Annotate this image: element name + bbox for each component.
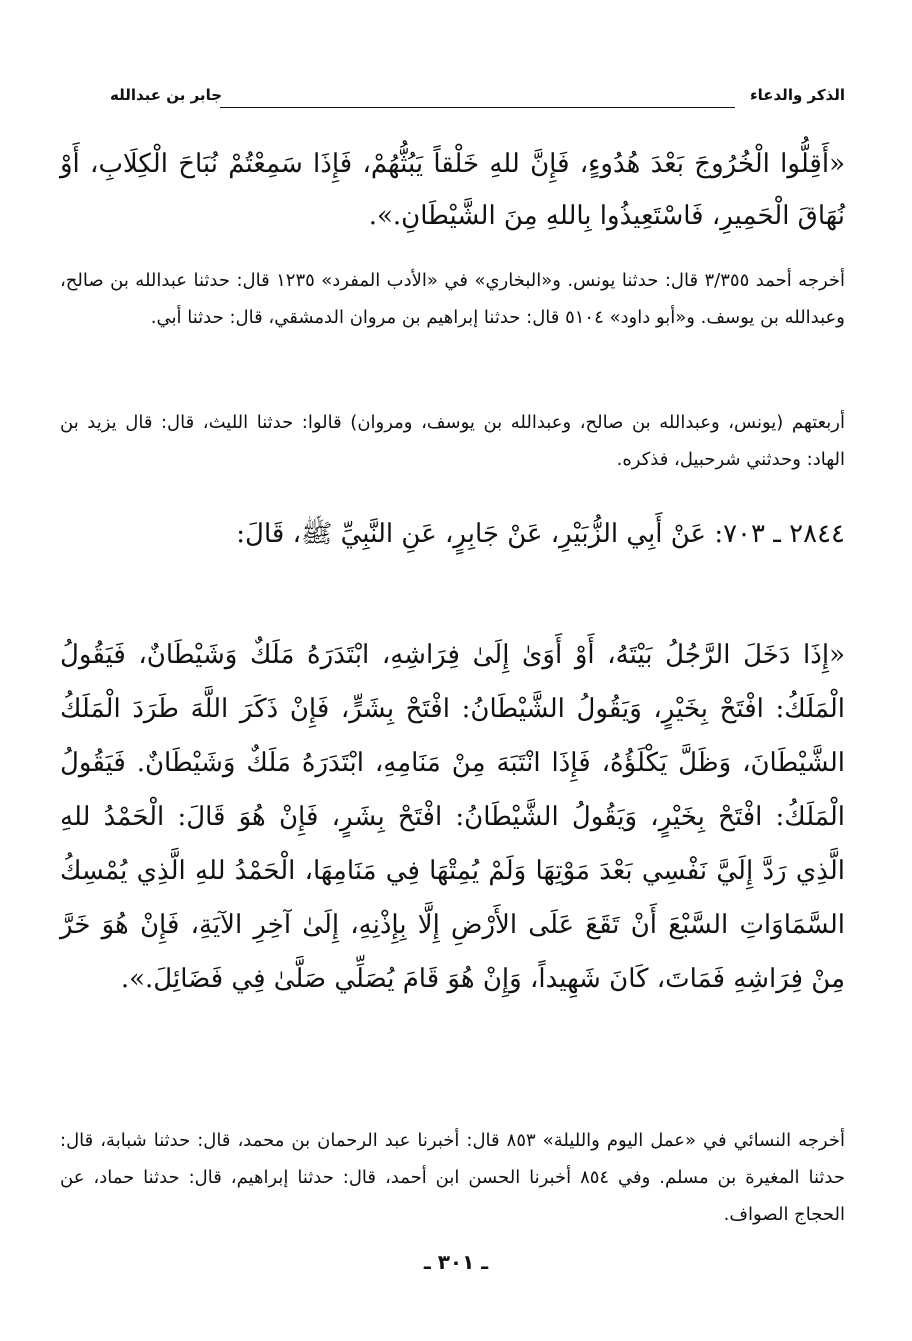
narrator-title: جابر بن عبدالله — [110, 86, 223, 104]
running-header — [110, 86, 845, 116]
page-number: ـ ٣٠١ ـ — [423, 1250, 489, 1274]
takhrij-paragraph-3: أخرجه النسائي في «عمل اليوم والليلة» ٨٥٣ قال: أخبرنا عبد الرحمان بن محمد، قال: حدثنا شبابة، قال: حدثنا المغيرة بن مسلم. وفي ٨٥٤ أخبرنا الحسن ابن أحمد، قال: حدثنا إبراهيم، قال: حدثنا حماد، عن الحجاج الصواف. — [60, 1130, 845, 1225]
header-rule — [220, 107, 735, 108]
hadith-text: «إِذَا دَخَلَ الرَّجُلُ بَيْتَهُ، أَوْ أَوَىٰ إِلَىٰ فِرَاشِهِ، ابْتَدَرَهُ مَلَكٌ وَشَيْطَانٌ، فَيَقُولُ الْمَلَكُ: افْتَحْ بِخَيْرٍ، وَيَقُولُ الشَّيْطَانُ: افْتَحْ بِشَرٍّ، فَإِنْ ذَكَرَ اللَّهَ طَرَدَ الْمَلَكُ الشَّيْطَانَ، وَظَلَّ يَكْلَؤُهُ، فَإِذَا انْتَبَهَ مِنْ مَنَامِهِ، ابْتَدَرَهُ مَلَكٌ وَشَيْطَانٌ. فَيَقُولُ الْمَلَكُ: افْتَحْ بِخَيْرٍ، وَيَقُولُ الشَّيْطَانُ: افْتَحْ بِشَرٍ، فَإِنْ هُوَ قَالَ: الْحَمْدُ للهِ الَّذِي رَدَّ إِلَيَّ نَفْسِي بَعْدَ مَوْتِهَا وَلَمْ يُمِتْهَا فِي مَنَامِهَا، الْحَمْدُ للهِ الَّذِي يُمْسِكُ السَّمَاوَاتِ السَّبْعَ أَنْ تَقَعَ عَلَى الأَرْضِ إِلَّا بِإِذْنِهِ، إِلَىٰ آخِرِ الآيَةِ، فَإِنْ هُوَ خَرَّ مِنْ فِرَاشِهِ فَمَاتَ، كَانَ شَهِيداً، وَإِنْ هُوَ قَامَ يُصَلِّي صَلَّىٰ فِي فَضَائِلَ.». — [60, 640, 845, 994]
hadith-heading: ٢٨٤٤ ـ ٧٠٣: عَنْ أَبِي الزُّبَيْرِ، عَنْ جَابِرٍ، عَنِ النَّبِيِّ ﷺ، قَالَ: — [236, 519, 845, 549]
takhrij-paragraph-1: أخرجه أحمد ٣/٣٥٥ قال: حدثنا يونس. و«البخاري» في «الأدب المفرد» ١٢٣٥ قال: حدثنا عبدالله بن صالح، وعبدالله بن يوسف. و«أبو داود» ٥١٠٤ قال: حدثنا إبراهيم بن مروان الدمشقي، قال: حدثنا أبي. — [60, 270, 845, 328]
takhrij-paragraph-2: أربعتهم (يونس، وعبدالله بن صالح، وعبدالله بن يوسف، ومروان) قالوا: حدثنا الليث، قال: قال يزيد بن الهاد: وحدثني شرحبيل، فذكره. — [60, 412, 845, 470]
hadith-text-continued: «أَقِلُّوا الْخُرُوجَ بَعْدَ هُدُوءٍ، فَإِنَّ للهِ خَلْقاً يَبُثُّهُمْ، فَإِذَا سَمِعْتُمْ نُبَاحَ الْكِلَابِ، أَوْ نُهَاقَ الْحَمِيرِ، فَاسْتَعِيذُوا بِاللهِ مِنَ الشَّيْطَانِ.». — [60, 149, 845, 231]
chapter-title: الذكر والدعاء — [749, 86, 845, 104]
